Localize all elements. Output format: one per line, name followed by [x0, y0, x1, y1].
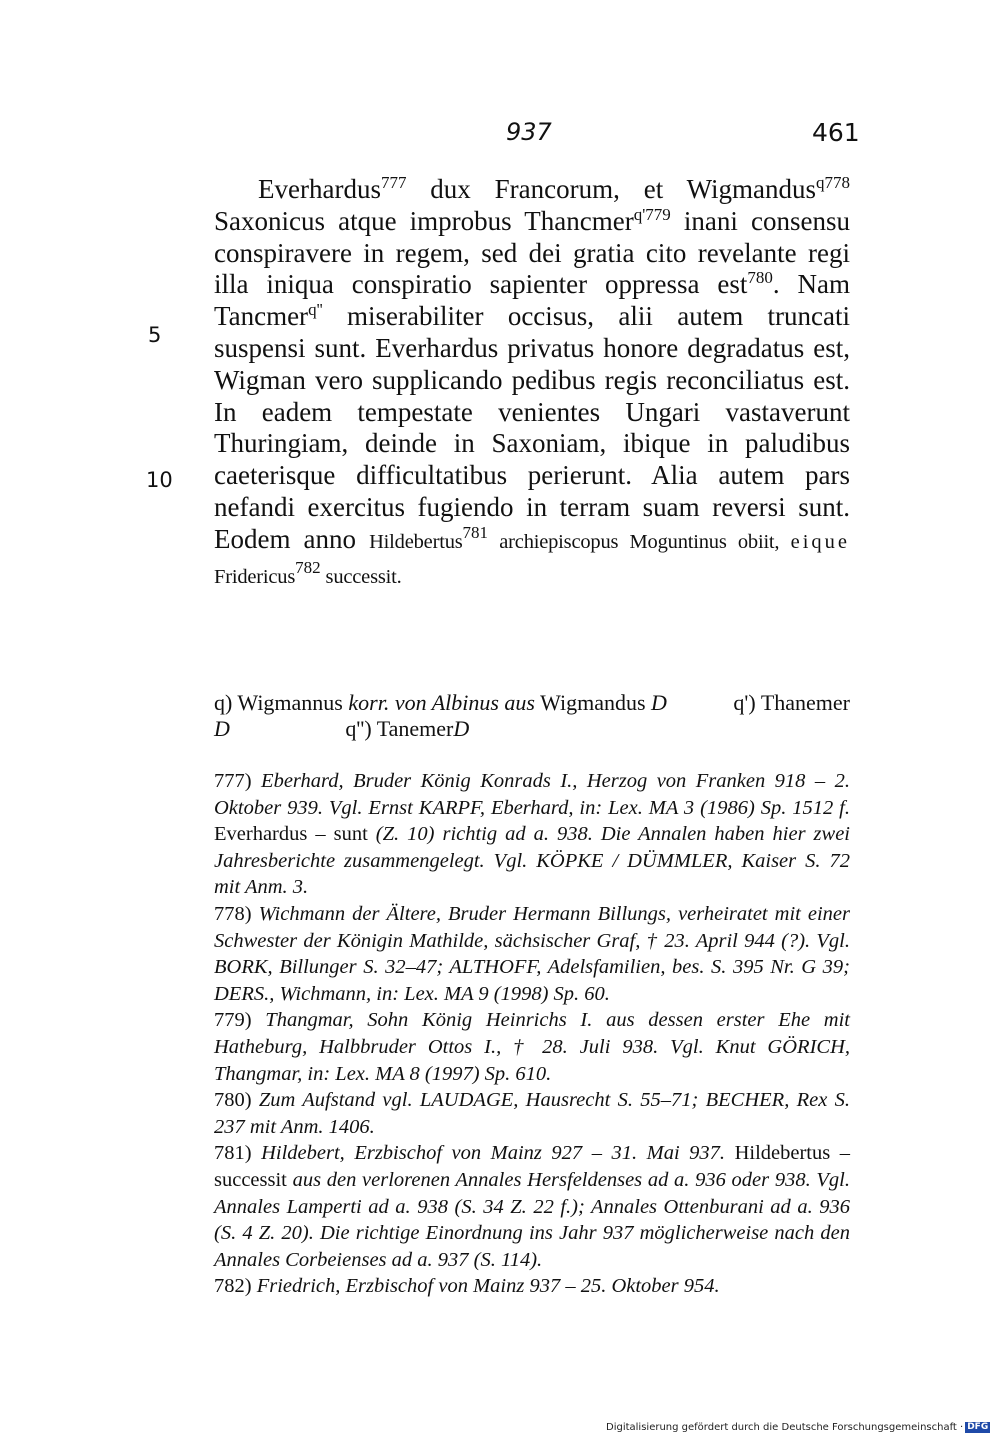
line-number-5: 5: [148, 323, 162, 347]
apparatus-note-q: q) Wigmannus korr. von Albinus aus Wigmandus D: [214, 690, 667, 715]
main-paragraph: Everhardus$^{777}$ dux Francorum, et Wigmandus$^{q778}$ Saxonicus atque improbus Thancmer$^{q'779}$ inani consensu conspiravere in regem, sed dei gratia cito revelante regi illa iniqua conspiratio sapienter oppressa est$^{780}$. Nam Tancmer$^{q''}$ miserabiliter occisus, alii autem truncati suspensi sunt. Everhardus privatus honore degradatus est, Wigman vero supplicando pedibus regis reconciliatus est. In eadem tempestate venientes Ungari vastaverunt Thuringiam, deinde in Saxoniam, ibique in paludibus caeterisque difficultatibus perierunt. Alia autem pars nefandi exercitus fugiendo in terram suam reversi sunt. Eodem anno Hildebertus$^{781}$ archiepiscopus Moguntinus obiit, eique Fridericus$^{782}$ successit.: [214, 173, 850, 588]
page-number: 461: [812, 118, 860, 147]
footnote-780: 780) Zum Aufstand vgl. LAUDAGE, Hausrecht S. 55–71; BECHER, Rex S. 237 mit Anm. 1406.: [214, 1089, 850, 1138]
running-head-year: 937: [506, 118, 552, 146]
critical-apparatus: [214, 690, 850, 742]
main-text-block: [214, 174, 850, 593]
footnote-778: 778) Wichmann der Ältere, Bruder Hermann Billungs, verheiratet mit einer Schwester der Königin Mathilde, sächsischer Graf, † 23. April 944 (?). Vgl. BORK, Billunger S. 32–47; ALTHOFF, Adelsfamilien, bes. S. 395 Nr. G 39; DERS., Wichmann, in: Lex. MA 9 (1998) Sp. 60.: [214, 902, 850, 1005]
apparatus-note-q1-start: q') Thanemer: [733, 690, 850, 715]
dfg-logo-icon: DFG: [967, 1422, 989, 1432]
footer-text: Digitalisierung gefördert durch die Deutsche Forschungsgemeinschaft ·: [606, 1422, 964, 1433]
digitization-footer: [606, 1422, 990, 1433]
footnote-779: 779) Thangmar, Sohn König Heinrichs I. aus dessen erster Ehe mit Hatheburg, Halbbruder Ottos I., † 28. Juli 938. Vgl. Knut GÖRICH, Thangmar, in: Lex. MA 8 (1997) Sp. 610.: [214, 1009, 850, 1085]
line-number-10: 10: [146, 468, 173, 492]
footnote-777: 777) Eberhard, Bruder König Konrads I., Herzog von Franken 918 – 2. Oktober 939. Vgl. Ernst KARPF, Eberhard, in: Lex. MA 3 (1986) Sp. 1512 f. Everhardus – sunt (Z. 10) richtig ad a. 938. Die Annalen haben hier zwei Jahresberichte zusammengelegt. Vgl. KÖPKE / DÜMMLER, Kaiser S. 72 mit Anm. 3.: [214, 770, 850, 899]
footnote-782: 782) Friedrich, Erzbischof von Mainz 937 – 25. Oktober 954.: [214, 1275, 720, 1298]
footnote-781: 781) Hildebert, Erzbischof von Mainz 927 – 31. Mai 937. Hildebertus – successit aus den verlorenen Annales Hersfeldenses ad a. 936 oder 938. Vgl. Annales Lamperti ad a. 938 (S. 34 Z. 22 f.); Annales Ottenburani ad a. 936 (S. 4 Z. 20). Die richtige Einordnung ins Jahr 937 möglicherweise nach den Annales Corbeienses ad a. 937 (S. 114).: [214, 1142, 850, 1271]
apparatus-note-q2: q'') TanemerD: [345, 716, 470, 741]
footnotes-block: [214, 768, 850, 1300]
apparatus-note-q1-end: D: [214, 716, 230, 741]
